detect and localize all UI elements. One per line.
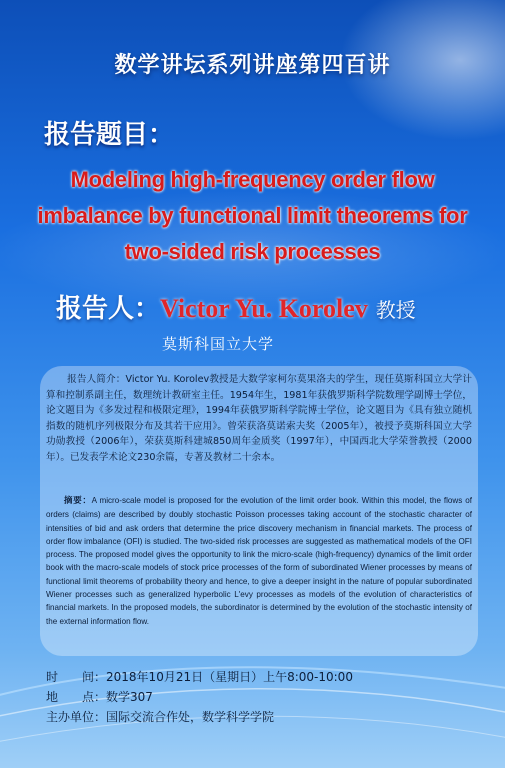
time-row [46,668,353,685]
speaker-label: 报告人： [56,294,161,324]
speaker-line [56,288,476,325]
host-row [46,708,274,725]
talk-title: Modeling high-frequency order flow imbalance by functional limit theorems for two-sided risk processes [37,167,468,264]
speaker-title: 教授 [375,298,416,322]
time-value: 2018年10月21日（星期日）上午8:00-10:00 [106,670,353,684]
host-label: 主办单位： [46,710,107,724]
speaker-name: Victor Yu. Korolev [160,294,368,323]
abstract [46,494,472,628]
place-value: 数学307 [106,690,153,704]
place-row [46,688,153,705]
series-title: 数学讲坛系列讲座第四百讲 [114,52,391,78]
abstract-text: A micro-scale model is proposed for the evolution of the limit order book. Within this model, the flows of orders (claims) are described by doubly stochastic Poisson processes taking account of the stochastic character of intensities of bid and ask orders that determine the price discovery mechanism in financial markets. The process of order flow imbalance (OFI) is studied. The two-sided risk processes are suggested as mathematical models of the OFI process. The proposed model gives the opportunity to link the micro-scale (high-frequency) dynamics of the limit order book with the macro-scale models of stock price processes of the form of subordinated Wiener processes by means of functional limit theorems of probability theory and hence, to give a deeper insight in the nature of popular subordinated Wiener processes such as generalized hyperbolic L'evy processes as models of the evolution of characteristics of financial markets. In the proposed models, the subordinator is determined by the evolution of the stochastic intensity of the external information flow. [46,496,472,626]
topic-label: 报告题目： [44,120,175,150]
speaker-affiliation: 莫斯科国立大学 [162,335,275,353]
abstract-label: 摘要： [63,496,92,506]
place-label: 地 点： [46,690,107,704]
speaker-bio: 报告人简介：Victor Yu. Korolev教授是大数学家柯尔莫果洛夫的学生，现任莫斯科国立大学计算和控制系副主任，数理统计教研室主任。1954年生，1981年获俄罗斯科学院数理学副博士学位，论文题目为《多发过程和极限定理》，1994年获俄罗斯科学院博士学位，论文题目为《具有独立随机指数的随机序列极限分布及其若干应用》。曾荣获洛莫诺索夫奖（2005年），被授予莫斯科国立大学功勋教授（2006年），荣获莫斯科建城850周年金质奖（1997年），中国西北大学荣誉教授（2000年）。已发表学术论文230余篇，专著及教材二十余本。 [46,374,472,463]
host-value: 国际交流合作处，数学科学学院 [106,710,275,724]
time-label: 时 间： [46,670,107,684]
